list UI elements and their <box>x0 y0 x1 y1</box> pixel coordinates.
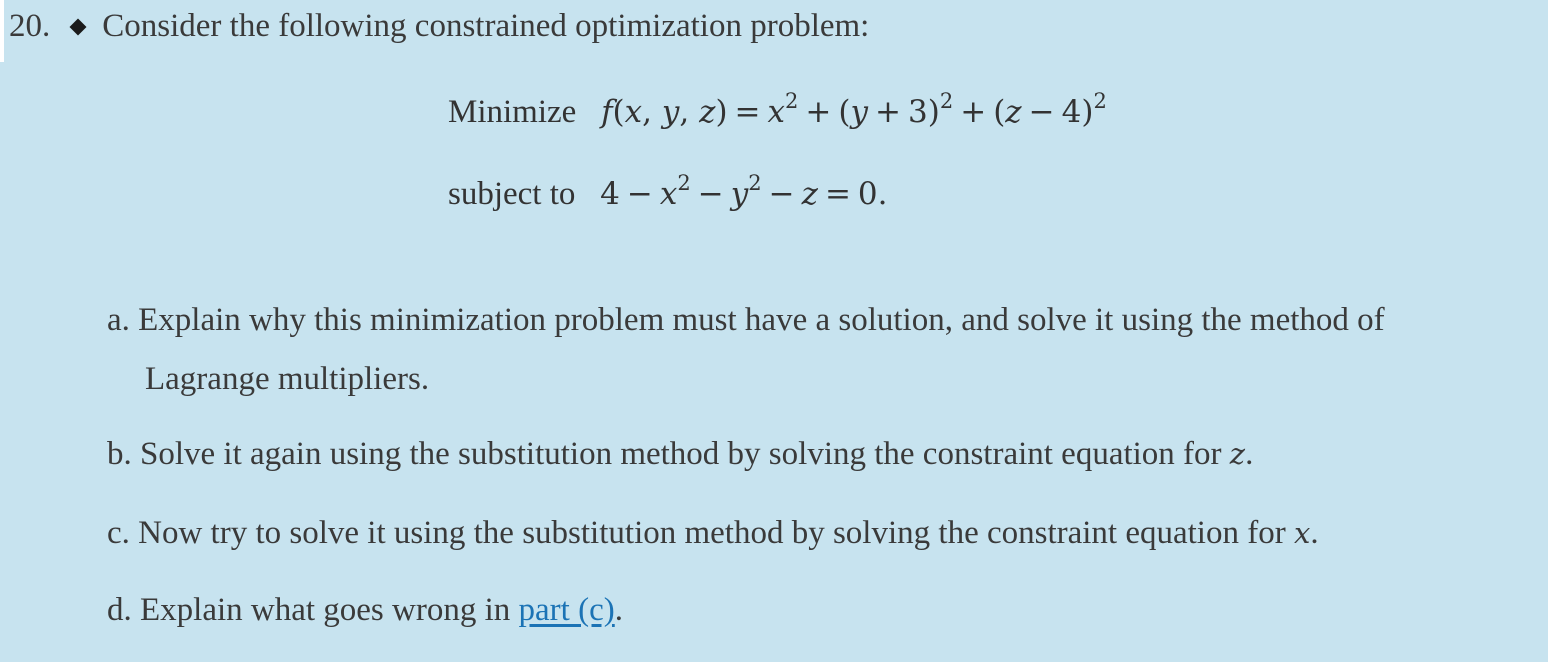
part-d-text: d. Explain what goes wrong in <box>107 592 511 628</box>
math-paren: ( <box>612 94 625 130</box>
math-z: z <box>801 176 818 212</box>
constraint-equation <box>448 171 888 213</box>
math-comma: , <box>642 94 662 130</box>
math-x: x <box>659 176 678 212</box>
math-y: y <box>730 176 749 212</box>
math-equals: = <box>824 176 851 212</box>
math-minus: − <box>1028 94 1055 130</box>
objective-function <box>448 89 1107 131</box>
math-paren: ) <box>927 94 940 130</box>
part-a-line-2: Lagrange multipliers. <box>145 361 430 397</box>
part-c <box>107 515 1319 552</box>
part-c-variable: x <box>1293 516 1311 550</box>
math-comma: , <box>679 94 700 130</box>
math-minus: − <box>626 176 653 212</box>
part-c-link[interactable]: part (c) <box>518 592 615 628</box>
problem-number: 20. <box>9 7 51 44</box>
math-z: z <box>1005 94 1022 130</box>
problem-intro: Consider the following constrained optimization problem: <box>102 7 870 44</box>
math-f: f <box>601 94 613 130</box>
math-y: y <box>661 94 680 130</box>
math-paren: ( <box>838 94 851 130</box>
part-b-text: b. Solve it again using the substitution method by solving the constraint equation for <box>107 436 1222 472</box>
math-four: 4 <box>600 176 620 212</box>
part-d <box>107 592 623 629</box>
math-y: y <box>850 94 868 130</box>
math-x: x <box>624 94 643 130</box>
math-paren: ) <box>1081 94 1094 130</box>
math-plus: + <box>805 94 832 130</box>
part-b-variable: z <box>1229 437 1246 471</box>
part-d-period: . <box>614 592 623 628</box>
math-four: 4 <box>1061 94 1082 130</box>
left-margin-rule <box>0 0 4 62</box>
math-exponent: 2 <box>939 89 954 113</box>
part-b-period: . <box>1245 436 1254 472</box>
math-three: 3 <box>907 94 928 130</box>
math-paren: ( <box>993 94 1006 130</box>
part-c-text: c. Now try to solve it using the substitution method by solving the constraint equation for <box>107 515 1286 551</box>
math-minus: − <box>768 176 795 212</box>
math-plus: + <box>960 94 987 130</box>
math-zero: 0. <box>857 176 888 212</box>
math-plus: + <box>875 94 901 130</box>
exercise-header <box>9 4 869 48</box>
math-z: z <box>699 94 716 130</box>
math-paren: ) <box>715 94 728 130</box>
math-exponent: 2 <box>785 89 799 113</box>
math-minus: − <box>697 176 724 212</box>
diamond-icon <box>70 19 87 36</box>
part-b <box>107 436 1253 473</box>
math-exponent: 2 <box>748 171 762 195</box>
math-exponent: 2 <box>1093 89 1107 113</box>
minimize-word: Minimize <box>448 94 577 130</box>
math-exponent: 2 <box>677 171 691 195</box>
math-x: x <box>767 94 786 130</box>
math-equals: = <box>734 94 761 130</box>
part-a-line-1: a. Explain why this minimization problem must have a solution, and solve it using the method of <box>107 302 1385 338</box>
part-c-period: . <box>1310 515 1319 551</box>
subject-to-words: subject to <box>448 176 576 212</box>
